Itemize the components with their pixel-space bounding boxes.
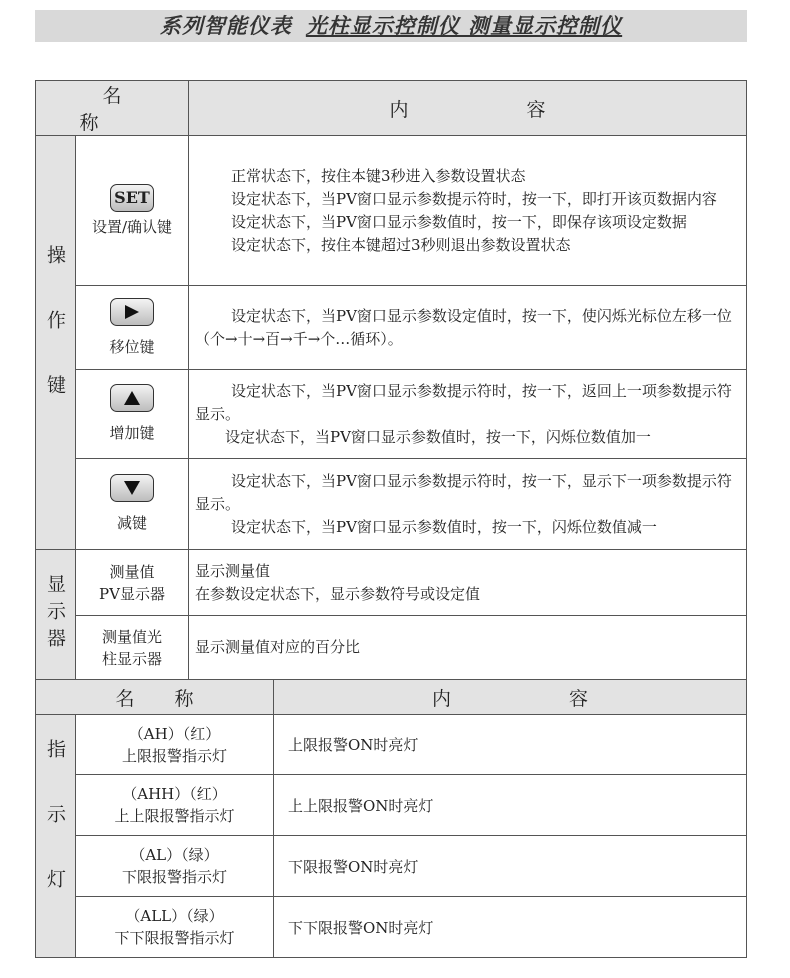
table-row <box>36 459 747 550</box>
table-row <box>36 897 747 958</box>
table-row <box>36 616 747 680</box>
key-name: 设置/确认键 <box>91 217 173 236</box>
group-operation-keys <box>36 136 76 550</box>
indicator-description: 上上限报警ON时亮灯 <box>274 775 747 836</box>
col-header-content: 内容 <box>274 680 747 715</box>
key-description: 设定状态下，当PV窗口显示参数提示符时，按一下，显示下一项参数提示符显示。 设定状态下，当PV窗口显示参数值时，按一下，闪烁位数值减一 <box>189 459 747 550</box>
group-label: 显示器 <box>44 574 66 655</box>
group-label: 指示灯 <box>44 738 66 934</box>
key-name: 移位键 <box>109 337 155 356</box>
group-label: 操作键 <box>44 245 66 440</box>
table-row <box>36 286 747 370</box>
group-display <box>36 550 76 680</box>
key-description: 设定状态下，当PV窗口显示参数提示符时，按一下，返回上一项参数提示符显示。 设定状态下，当PV窗口显示参数值时，按一下，闪烁位数值加一 <box>189 370 747 459</box>
key-cell-shift <box>76 286 189 370</box>
col-header-name: 名称 <box>36 81 189 136</box>
display-description: 显示测量值对应的百分比 <box>189 616 747 680</box>
col-header-content: 内容 <box>189 81 747 136</box>
header-prefix: 系列智能仪表 <box>159 14 292 38</box>
group-indicator-lights <box>36 715 76 958</box>
indicator-name-cell: （AH）（红） 上限报警指示灯 <box>76 715 274 775</box>
table-row <box>36 715 747 775</box>
down-triangle-icon <box>110 474 154 502</box>
indicator-name-cell: （AL）（绿） 下限报警指示灯 <box>76 836 274 897</box>
table-header-row <box>36 81 747 136</box>
key-description: 设定状态下，当PV窗口显示参数设定值时，按一下，使闪烁光标位左移一位（个→十→百→千→个…循环）。 <box>189 286 747 370</box>
indicator-table <box>35 679 747 958</box>
key-cell-down <box>76 459 189 550</box>
page-header <box>35 10 747 42</box>
table-row <box>36 836 747 897</box>
keys-table <box>35 80 747 680</box>
indicator-description: 上限报警ON时亮灯 <box>274 715 747 775</box>
key-name: 减键 <box>116 514 147 532</box>
key-cell-set <box>76 136 189 286</box>
table-row <box>36 136 747 286</box>
indicator-name-cell: （ALL）（绿） 下下限报警指示灯 <box>76 897 274 958</box>
table-header-row <box>36 680 747 715</box>
table-row <box>36 370 747 459</box>
indicator-name-cell: （AHH）（红） 上上限报警指示灯 <box>76 775 274 836</box>
display-name-cell: 测量值 PV显示器 <box>76 550 189 616</box>
display-name-cell: 测量值光 柱显示器 <box>76 616 189 680</box>
header-title: 光柱显示控制仪 测量显示控制仪 <box>305 14 623 38</box>
indicator-description: 下下限报警ON时亮灯 <box>274 897 747 958</box>
up-triangle-icon <box>110 384 154 412</box>
indicator-description: 下限报警ON时亮灯 <box>274 836 747 897</box>
key-description: 正常状态下，按住本键3秒进入参数设置状态 设定状态下，当PV窗口显示参数提示符时，按一下，即打开该页数据内容 设定状态下，当PV窗口显示参数值时，按一下，即保存该项设定数据 设定状态下，按住本键超过3秒则退出参数设置状态 <box>189 136 747 286</box>
table-row <box>36 550 747 616</box>
col-header-name: 名称 <box>36 680 274 715</box>
key-name: 增加键 <box>109 424 155 442</box>
key-cell-up <box>76 370 189 459</box>
table-row <box>36 775 747 836</box>
display-description: 显示测量值 在参数设定状态下，显示参数符号或设定值 <box>189 550 747 616</box>
right-triangle-icon <box>110 298 154 326</box>
set-key-icon: SET <box>110 184 154 212</box>
